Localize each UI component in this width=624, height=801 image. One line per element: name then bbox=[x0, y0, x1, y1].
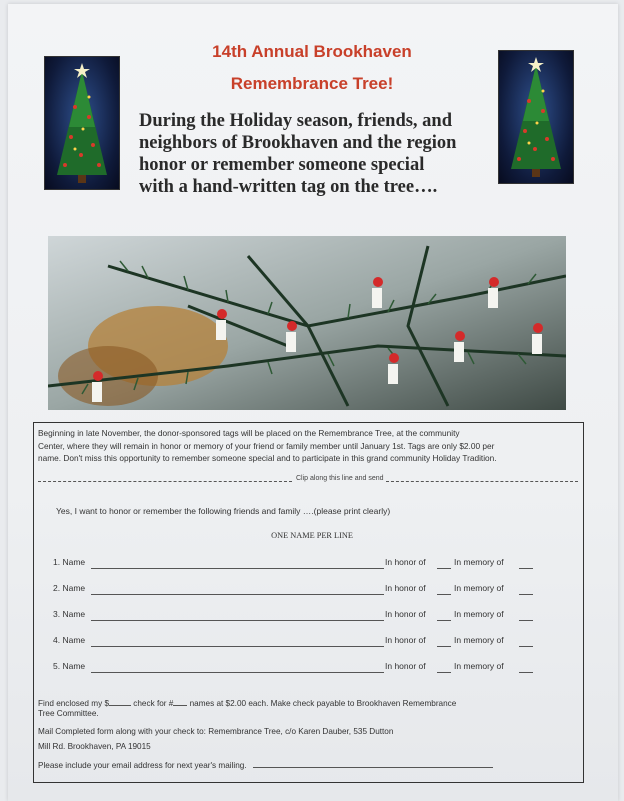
clip-dashes-right bbox=[386, 481, 578, 482]
in-honor-checkline[interactable] bbox=[437, 620, 451, 621]
title-line-2: Remembrance Tree! bbox=[230, 74, 394, 93]
enclosed-label: Find enclosed my $ bbox=[38, 699, 109, 708]
email-field[interactable] bbox=[253, 759, 493, 768]
intro-line: During the Holiday season, friends, and bbox=[139, 111, 453, 131]
name-field[interactable] bbox=[91, 594, 384, 595]
email-row bbox=[38, 759, 493, 771]
name-label: 2. Name bbox=[53, 583, 86, 593]
in-memory-checkline[interactable] bbox=[519, 568, 533, 569]
in-memory-label: In memory of bbox=[454, 583, 504, 593]
committee-text: Tree Committee. bbox=[38, 709, 99, 718]
in-honor-label: In honor of bbox=[385, 635, 426, 645]
in-memory-label: In memory of bbox=[454, 661, 504, 671]
in-memory-checkline[interactable] bbox=[519, 620, 533, 621]
intro-paragraph bbox=[139, 110, 489, 198]
name-field[interactable] bbox=[91, 646, 384, 647]
christmas-tree-image-left bbox=[44, 56, 120, 190]
in-honor-checkline[interactable] bbox=[437, 646, 451, 647]
name-row bbox=[53, 609, 553, 623]
payment-text: names at $2.00 each. Make check payable to Brookhaven Remembrance bbox=[189, 699, 457, 708]
in-memory-checkline[interactable] bbox=[519, 646, 533, 647]
check-for-label: check for # bbox=[133, 699, 174, 708]
in-honor-label: In honor of bbox=[385, 609, 426, 619]
name-field[interactable] bbox=[91, 620, 384, 621]
names-count-field[interactable] bbox=[173, 697, 187, 706]
name-label: 1. Name bbox=[53, 557, 86, 567]
payment-instructions bbox=[38, 697, 558, 719]
description-line: name. Don't miss this opportunity to remember someone special and to participate in this grand community Holiday Tradition. bbox=[38, 453, 497, 463]
description-line: Center, where they will remain in honor or memory of your friend or family member until January 1st. Tags are only $2.00 per bbox=[38, 440, 495, 451]
in-memory-checkline[interactable] bbox=[519, 672, 533, 673]
intro-line: with a hand-written tag on the tree…. bbox=[139, 177, 438, 197]
name-label: 5. Name bbox=[53, 661, 86, 671]
amount-field[interactable] bbox=[109, 697, 131, 706]
in-honor-label: In honor of bbox=[385, 661, 426, 671]
clip-dashes-left bbox=[38, 481, 292, 482]
clip-label: Clip along this line and send bbox=[296, 475, 384, 482]
intro-line: honor or remember someone special bbox=[139, 155, 425, 175]
form-intro-text: Yes, I want to honor or remember the following friends and family ….(please print clearly) bbox=[56, 506, 391, 516]
tree-branches-photo bbox=[48, 236, 566, 410]
name-row bbox=[53, 557, 553, 571]
email-label: Please include your email address for next year's mailing. bbox=[38, 761, 247, 770]
title-line-1: 14th Annual Brookhaven bbox=[212, 42, 412, 61]
in-memory-label: In memory of bbox=[454, 557, 504, 567]
clip-line bbox=[38, 475, 578, 487]
in-memory-label: In memory of bbox=[454, 635, 504, 645]
in-memory-checkline[interactable] bbox=[519, 594, 533, 595]
name-row bbox=[53, 583, 553, 597]
name-row bbox=[53, 661, 553, 675]
name-field[interactable] bbox=[91, 672, 384, 673]
mail-line-2: Mill Rd. Brookhaven, PA 19015 bbox=[38, 742, 151, 751]
name-field[interactable] bbox=[91, 568, 384, 569]
one-name-heading: ONE NAME PER LINE bbox=[271, 531, 353, 540]
description-line: Beginning in late November, the donor-sponsored tags will be placed on the Remembrance Tree, at the community bbox=[38, 428, 460, 438]
in-honor-label: In honor of bbox=[385, 583, 426, 593]
in-honor-label: In honor of bbox=[385, 557, 426, 567]
intro-line: neighbors of Brookhaven and the region bbox=[139, 133, 457, 153]
mail-line-1: Mail Completed form along with your check to: Remembrance Tree, c/o Karen Dauber, 535 Dutton bbox=[38, 727, 394, 736]
in-memory-label: In memory of bbox=[454, 609, 504, 619]
in-honor-checkline[interactable] bbox=[437, 672, 451, 673]
in-honor-checkline[interactable] bbox=[437, 568, 451, 569]
form-description bbox=[38, 427, 578, 465]
christmas-tree-image-right bbox=[498, 50, 574, 184]
name-row bbox=[53, 635, 553, 649]
name-label: 3. Name bbox=[53, 609, 86, 619]
in-honor-checkline[interactable] bbox=[437, 594, 451, 595]
name-label: 4. Name bbox=[53, 635, 86, 645]
